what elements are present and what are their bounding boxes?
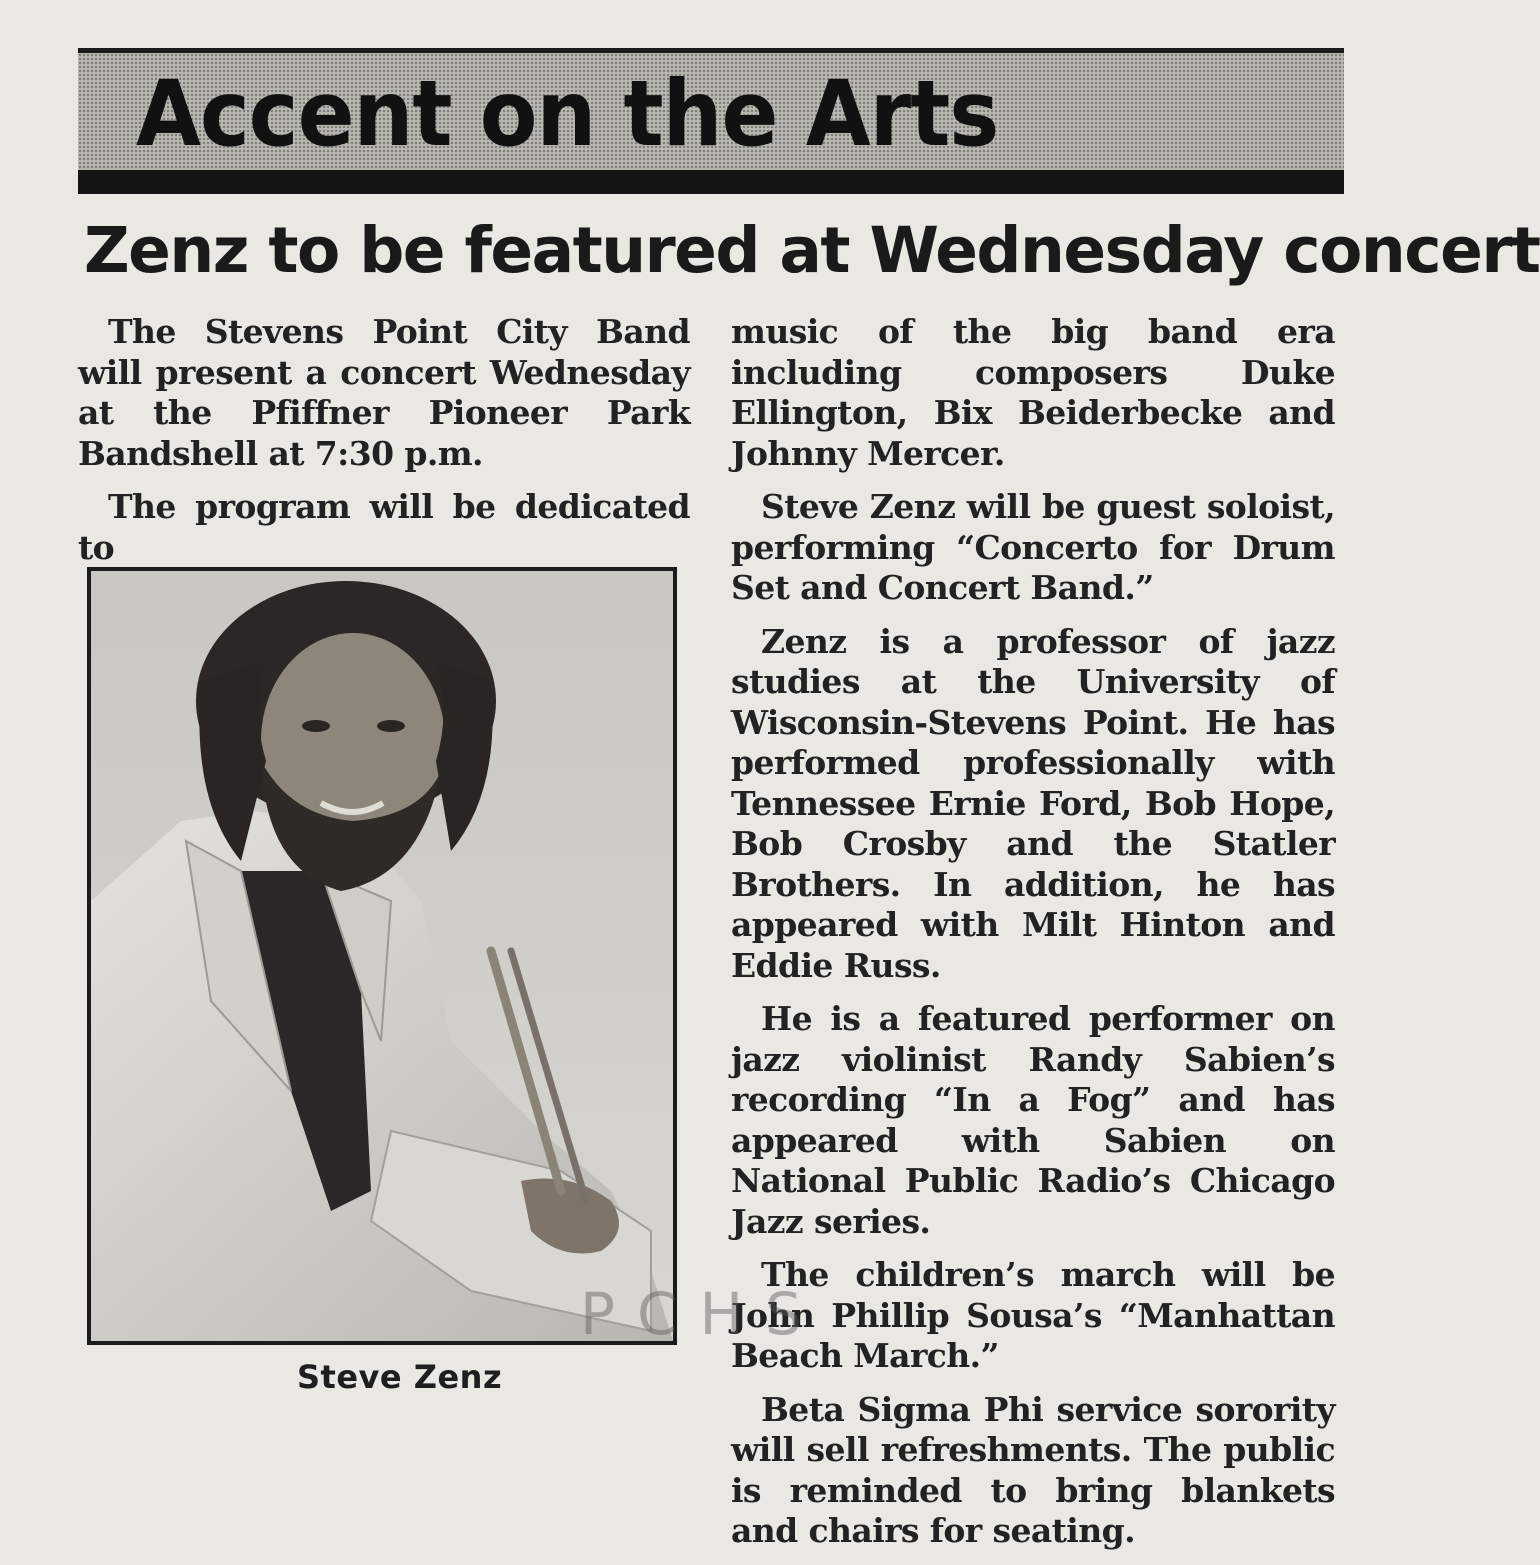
- article-paragraph: The program will be dedicated to: [78, 487, 690, 567]
- watermark: PCHS: [580, 1280, 824, 1348]
- banner-bottom-rule: [78, 170, 1344, 194]
- article-paragraph: Beta Sigma Phi service sorority will sell refreshments. The public is reminded to bring blankets and chairs for seating.: [731, 1389, 1335, 1550]
- article-paragraph: The children’s march will be John Phillip Sousa’s “Manhattan Beach March.”: [731, 1255, 1335, 1375]
- section-banner: [78, 53, 1344, 170]
- article-paragraph: music of the big band era including composers Duke Ellington, Bix Beiderbecke and Johnny Mercer.: [731, 312, 1335, 473]
- article-paragraph: The Stevens Point City Band will present a concert Wednesday at the Pfiffner Pioneer Park Bandshell at 7:30 p.m.: [78, 312, 690, 473]
- photo-caption: Steve Zenz: [297, 1358, 503, 1396]
- article-paragraph: Zenz is a professor of jazz studies at the University of Wisconsin-Stevens Point. He has performed professionally with Tennessee Ernie Ford, Bob Hope, Bob Crosby and the Statler Brothers. In addition, he has appeared with Milt Hinton and Eddie Russ.: [731, 621, 1335, 985]
- portrait-photo: [87, 567, 677, 1345]
- article-headline: Zenz to be featured at Wednesday concert: [84, 214, 1540, 287]
- article-column-right: [731, 312, 1335, 1565]
- article-column-left: [78, 312, 690, 581]
- article-paragraph: Steve Zenz will be guest soloist, performing “Concerto for Drum Set and Concert Band.”: [731, 487, 1335, 607]
- article-paragraph: He is a featured performer on jazz violinist Randy Sabien’s recording “In a Fog” and has appeared with Sabien on National Public Radio’s Chicago Jazz series.: [731, 999, 1335, 1241]
- portrait-image: [91, 571, 673, 1341]
- section-title: Accent on the Arts: [136, 61, 999, 167]
